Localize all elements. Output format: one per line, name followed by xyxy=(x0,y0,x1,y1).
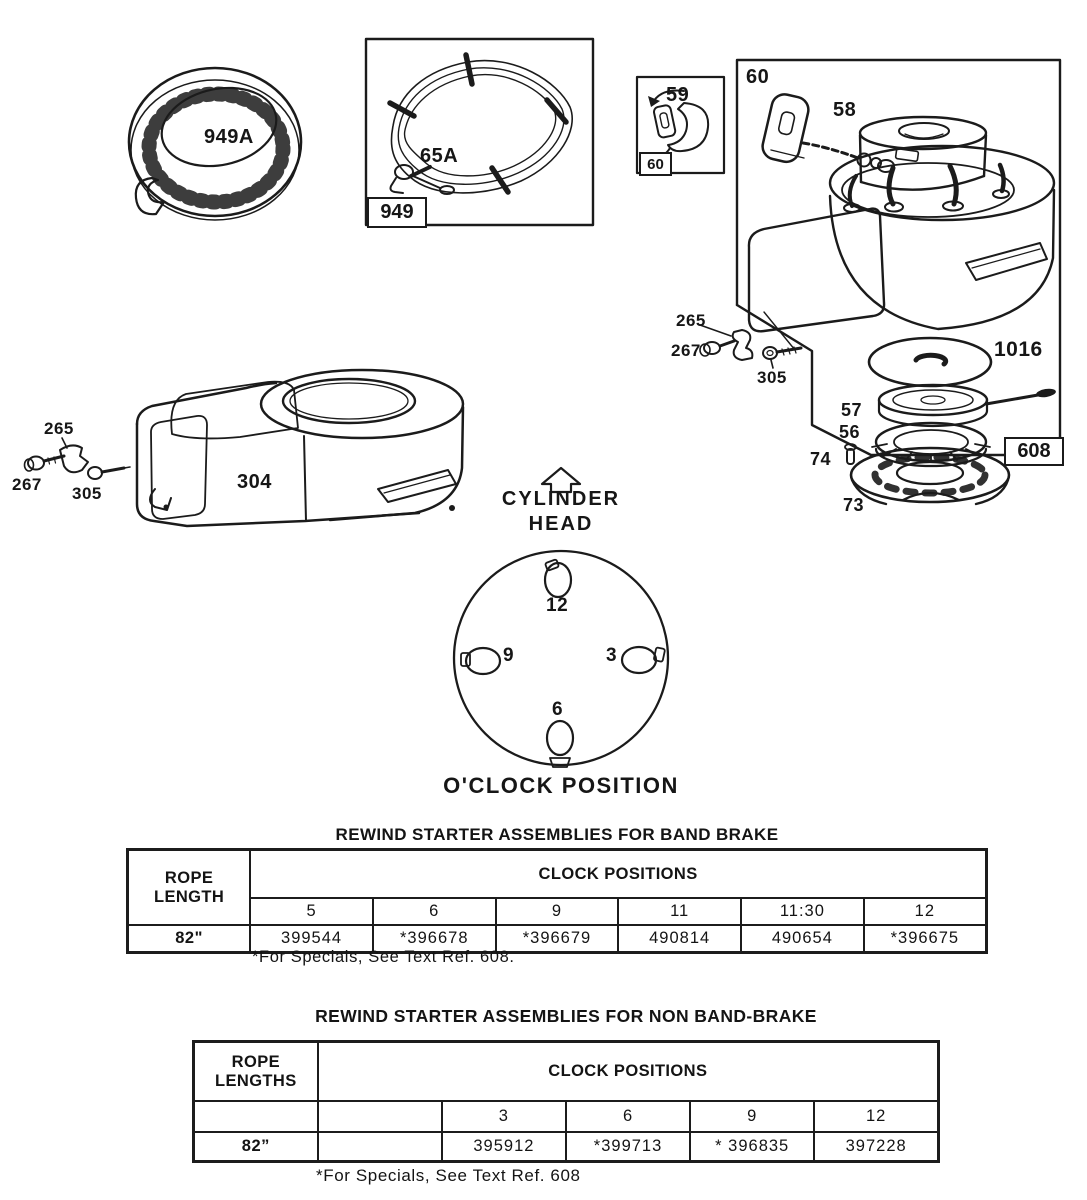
part-label-clamp-left: 265 xyxy=(44,419,74,438)
part-label-screw-left: 305 xyxy=(72,484,102,503)
non-band-brake-table xyxy=(192,1040,940,1163)
rope-header-line1: ROPE xyxy=(231,1052,281,1071)
part-number-cell: *396679 xyxy=(496,925,619,953)
part-number-cell: *396675 xyxy=(864,925,987,953)
part-label-ring-gear: 949A xyxy=(204,126,254,148)
part-number-cell: 399544 xyxy=(250,925,373,953)
position-cell: 6 xyxy=(373,898,496,925)
position-cell: 9 xyxy=(690,1101,814,1132)
part-label-blower-housing: 304 xyxy=(237,471,272,493)
position-cell: 12 xyxy=(864,898,987,925)
clock-position-3: 3 xyxy=(606,645,618,666)
part-number-cell: 395912 xyxy=(442,1132,566,1162)
part-number-cell: 397228 xyxy=(814,1132,938,1162)
insert-detail-box-ref: 60 xyxy=(639,152,672,176)
non-band-brake-table-title: REWIND STARTER ASSEMBLIES FOR NON BAND-BRAKE xyxy=(315,1006,817,1026)
rope-kit-box-ref: 949 xyxy=(367,197,427,228)
rope-length-cell: 82” xyxy=(194,1132,318,1162)
text-ref-box: 608 xyxy=(1004,437,1064,466)
starter-assembly-box-frame xyxy=(737,60,1060,464)
oclock-position-caption: O'CLOCK POSITION xyxy=(443,773,679,798)
non-band-brake-footnote: *For Specials, See Text Ref. 608 xyxy=(316,1166,581,1185)
rope-length-cell: 82" xyxy=(128,925,251,953)
cylinder-head-label-line1: CYLINDER xyxy=(501,488,621,510)
position-cell: 3 xyxy=(442,1101,566,1132)
part-number-cell: * 396835 xyxy=(690,1132,814,1162)
part-label-screw-right: 305 xyxy=(757,368,787,387)
clock-position-6: 6 xyxy=(552,699,564,720)
part-label-rewind-spring: 56 xyxy=(839,422,861,442)
part-label-ring-gear-plate: 73 xyxy=(843,495,865,515)
position-cell: 6 xyxy=(566,1101,690,1132)
part-label-insert-detail: 59 xyxy=(666,84,690,106)
cylinder-head-label-line2: HEAD xyxy=(528,513,594,535)
band-brake-positions-row xyxy=(128,898,987,925)
non-band-brake-positions-row xyxy=(194,1101,939,1132)
part-number-cell: *399713 xyxy=(566,1132,690,1162)
position-cell: 12 xyxy=(814,1101,938,1132)
band-brake-clock-positions-header: CLOCK POSITIONS xyxy=(250,850,986,899)
part-label-starter-rope: 58 xyxy=(833,99,857,121)
blank-cell xyxy=(318,1132,442,1162)
clock-position-9: 9 xyxy=(503,645,515,666)
part-label-clamp-right: 265 xyxy=(676,311,706,330)
position-cell: 9 xyxy=(496,898,619,925)
blank-cell xyxy=(194,1101,318,1132)
position-cell: 5 xyxy=(250,898,373,925)
band-brake-table-title: REWIND STARTER ASSEMBLIES FOR BAND BRAKE xyxy=(335,825,779,844)
part-label-starter-handle: 60 xyxy=(746,66,770,88)
position-cell: 11 xyxy=(618,898,741,925)
rope-header-line2: LENGTH xyxy=(153,887,225,906)
band-brake-rope-header xyxy=(128,850,251,926)
part-number-cell: 490654 xyxy=(741,925,864,953)
non-band-brake-rope-header xyxy=(194,1042,318,1102)
part-label-pin: 74 xyxy=(810,449,832,469)
part-label-rope-kit-insert: 65A xyxy=(420,145,459,167)
rope-header-line2: LENGTHS xyxy=(215,1071,297,1090)
blank-cell xyxy=(318,1101,442,1132)
band-brake-table xyxy=(126,848,988,954)
part-label-screen-plate: 1016 xyxy=(994,338,1043,361)
position-cell: 11:30 xyxy=(741,898,864,925)
rope-header-line1: ROPE xyxy=(164,868,214,887)
non-band-brake-data-row xyxy=(194,1132,939,1162)
part-number-cell: *396678 xyxy=(373,925,496,953)
part-number-cell: 490814 xyxy=(618,925,741,953)
part-label-bolt-right: 267 xyxy=(671,341,701,360)
non-band-brake-clock-positions-header: CLOCK POSITIONS xyxy=(318,1042,939,1102)
band-brake-footnote: *For Specials, See Text Ref. 608. xyxy=(252,948,515,966)
clock-position-12: 12 xyxy=(546,595,569,616)
part-label-rope-pulley: 57 xyxy=(841,400,863,420)
engine-assembly-drawing xyxy=(749,92,1054,331)
part-label-bolt-left: 267 xyxy=(12,475,42,494)
